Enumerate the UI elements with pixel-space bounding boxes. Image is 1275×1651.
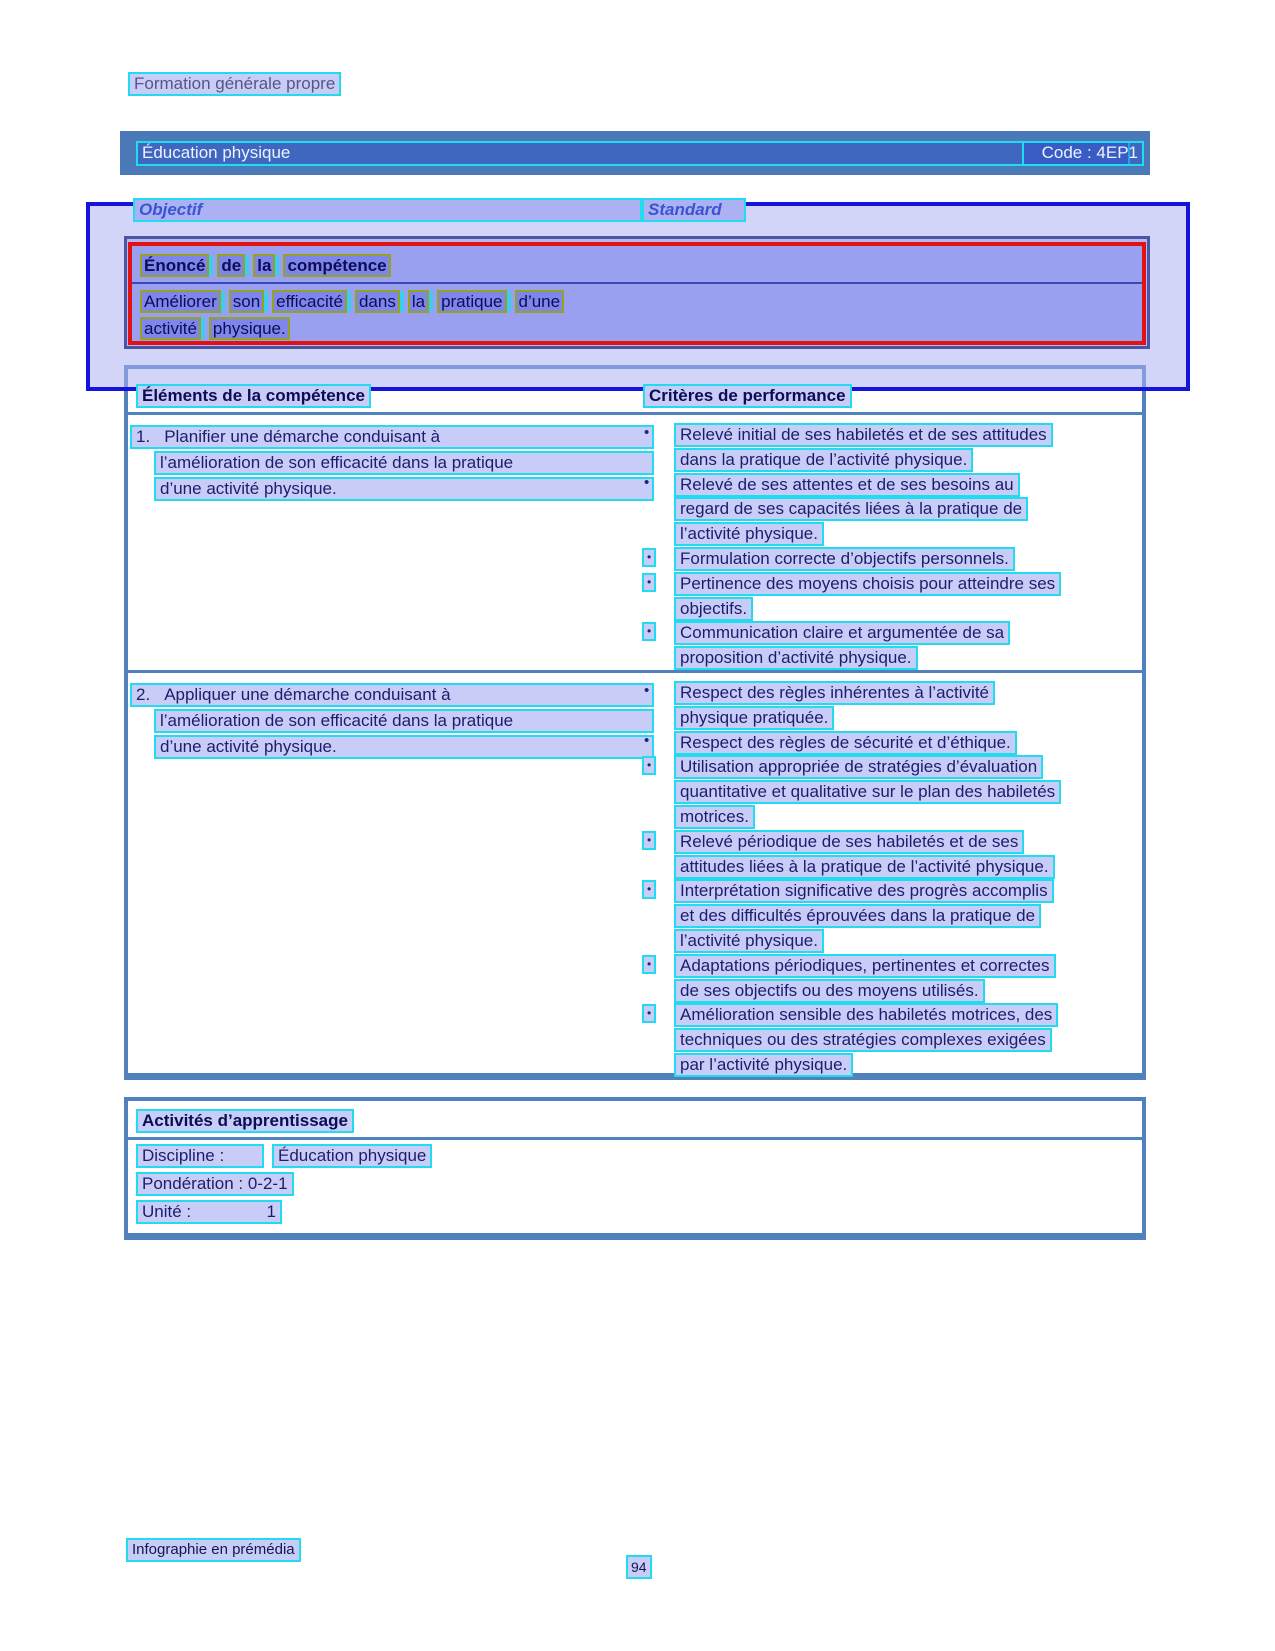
- enonce-red-annotation: [128, 242, 1146, 345]
- text-line-highlight: Relevé initial de ses habiletés et de ses attitudes: [674, 423, 1053, 447]
- text-line-highlight: techniques ou des stratégies complexes exigées: [674, 1028, 1052, 1052]
- criteria-line: [642, 979, 1142, 1004]
- criteria-line: [642, 1003, 1142, 1028]
- criteria-line: [642, 954, 1142, 979]
- text-line-highlight: Interprétation significative des progrès accomplis: [674, 879, 1054, 903]
- unite-value: 1: [266, 1202, 276, 1221]
- text-line-highlight: Respect des règles inhérentes à l’activité: [674, 681, 995, 705]
- formation-generale-label: Formation générale propre: [128, 72, 341, 96]
- text-line-highlight: Communication claire et argumentée de sa: [674, 621, 1010, 645]
- criteria-line: [642, 731, 1142, 756]
- text-line-highlight: proposition d’activité physique.: [674, 646, 918, 670]
- enonce-word: pratique: [437, 290, 506, 313]
- criteria-line: [642, 597, 1142, 622]
- enonce-word: d’une: [515, 290, 565, 313]
- criteria-line: [642, 904, 1142, 929]
- ponderation-value: Pondération : 0-2-1: [136, 1172, 294, 1196]
- text-line-highlight: Pertinence des moyens choisis pour atteindre ses: [674, 572, 1061, 596]
- page-number: 94: [626, 1555, 652, 1579]
- criteria-line: [642, 830, 1142, 855]
- bullet-icon: •: [644, 731, 650, 749]
- text-line-highlight: et des difficultés éprouvées dans la pratique de: [674, 904, 1041, 928]
- competence-table: [124, 365, 1146, 1080]
- criteria-line: [642, 780, 1142, 805]
- text-line-highlight: l’amélioration de son efficacité dans la pratique: [154, 451, 654, 475]
- elements-competence-header: Éléments de la compétence: [136, 384, 371, 408]
- enonce-word: Énoncé: [140, 254, 209, 277]
- element-cell: [128, 415, 642, 670]
- criteria-line: [642, 929, 1142, 954]
- criteria-line: [642, 879, 1142, 904]
- text-line-highlight: de ses objectifs ou des moyens utilisés.: [674, 979, 985, 1003]
- enonce-word: activité: [140, 317, 201, 340]
- table-row: [128, 415, 1142, 670]
- text-line-highlight: regard de ses capacités liées à la pratique de: [674, 497, 1028, 521]
- enonce-body-line: [140, 317, 564, 344]
- element-line: [130, 683, 642, 709]
- footer-label: Infographie en prémédia: [126, 1538, 301, 1562]
- criteria-line: [642, 681, 1142, 706]
- criteria-line: [642, 448, 1142, 473]
- element-line: [154, 709, 642, 735]
- standard-heading: Standard: [642, 198, 746, 222]
- unite-row: [136, 1200, 1142, 1228]
- element-number: 2.: [136, 685, 151, 704]
- activities-table: [124, 1097, 1146, 1240]
- bullet-icon: •: [644, 473, 650, 491]
- text-line-highlight: dans la pratique de l’activité physique.: [674, 448, 973, 472]
- activities-body: [128, 1140, 1142, 1228]
- criteria-line: [642, 621, 1142, 646]
- text-line-highlight: l’activité physique.: [674, 929, 824, 953]
- text-line-highlight: quantitative et qualitative sur le plan des habiletés: [674, 780, 1061, 804]
- criteres-performance-header: Critères de performance: [643, 384, 852, 408]
- enonce-body-line: [140, 290, 564, 317]
- bullet-icon: •: [642, 955, 656, 974]
- text-line-highlight: d’une activité physique.: [154, 735, 654, 759]
- element-line: [154, 451, 642, 477]
- criteria-cell: [642, 415, 1142, 670]
- criteria-line: [642, 497, 1142, 522]
- text-line-highlight: Relevé périodique de ses habiletés et de ses: [674, 830, 1024, 854]
- text-line-highlight: physique pratiquée.: [674, 706, 834, 730]
- element-line: [154, 735, 642, 761]
- element-line: [154, 477, 642, 503]
- table-row: [128, 670, 1142, 1074]
- ponderation-row: [136, 1172, 1142, 1200]
- criteria-line: [642, 1053, 1142, 1078]
- unite-label: Unité :: [142, 1202, 192, 1221]
- enonce-word: la: [253, 254, 275, 277]
- activities-header-row: [128, 1101, 1142, 1140]
- criteria-line: [642, 805, 1142, 830]
- criteria-line: [642, 1028, 1142, 1053]
- bullet-icon: •: [642, 831, 656, 850]
- discipline-label: Discipline :: [136, 1144, 264, 1168]
- text-line-highlight: Amélioration sensible des habiletés motrices, des: [674, 1003, 1058, 1027]
- text-line-highlight: par l’activité physique.: [674, 1053, 853, 1077]
- criteria-line: [642, 547, 1142, 572]
- element-number: 1.: [136, 427, 151, 446]
- objectif-heading: Objectif: [133, 198, 642, 222]
- discipline-value: Éducation physique: [272, 1144, 432, 1168]
- criteria-line: [642, 473, 1142, 498]
- text-line-highlight: d’une activité physique.: [154, 477, 654, 501]
- text-line-highlight: l’activité physique.: [674, 522, 824, 546]
- band-course-code: Code : 4EP1: [1022, 141, 1144, 166]
- text-line-highlight: Formulation correcte d’objectifs personnels.: [674, 547, 1015, 571]
- unite-value-box: [136, 1200, 282, 1224]
- activities-header: Activités d’apprentissage: [136, 1109, 354, 1133]
- bullet-icon: •: [642, 1004, 656, 1023]
- enonce-word: physique.: [209, 317, 290, 340]
- band-title: Éducation physique: [136, 141, 1130, 166]
- text-line-highlight: motrices.: [674, 805, 755, 829]
- enonce-word: son: [229, 290, 264, 313]
- discipline-row: [136, 1144, 1142, 1172]
- criteria-cell: [642, 673, 1142, 1074]
- text-line-highlight: Respect des règles de sécurité et d’éthique.: [674, 731, 1017, 755]
- enonce-word: de: [217, 254, 245, 277]
- text-line-highlight: 2. Appliquer une démarche conduisant à: [130, 683, 654, 707]
- enonce-word: dans: [355, 290, 400, 313]
- bullet-icon: •: [644, 682, 650, 699]
- criteria-line: [642, 755, 1142, 780]
- criteria-line: [642, 423, 1142, 448]
- enonce-word: compétence: [283, 254, 390, 277]
- text-line-highlight: 1. Planifier une démarche conduisant à: [130, 425, 654, 449]
- enonce-title: [140, 254, 391, 277]
- bullet-icon: •: [642, 622, 656, 641]
- enonce-body: [140, 290, 564, 344]
- text-line-highlight: Relevé de ses attentes et de ses besoins au: [674, 473, 1020, 497]
- element-line: [130, 425, 642, 451]
- text-line-highlight: objectifs.: [674, 597, 753, 621]
- criteria-line: [642, 572, 1142, 597]
- criteria-line: [642, 522, 1142, 547]
- criteria-line: [642, 706, 1142, 731]
- competence-table-rows: [128, 415, 1142, 1074]
- element-cell: [128, 673, 642, 1070]
- criteria-line: [642, 855, 1142, 880]
- enonce-word: efficacité: [272, 290, 347, 313]
- text-line-highlight: attitudes liées à la pratique de l’activité physique.: [674, 855, 1055, 879]
- text-line-highlight: Utilisation appropriée de stratégies d’évaluation: [674, 755, 1043, 779]
- criteria-line: [642, 646, 1142, 671]
- text-line-highlight: l’amélioration de son efficacité dans la pratique: [154, 709, 654, 733]
- enonce-separator: [132, 282, 1142, 284]
- enonce-word: Améliorer: [140, 290, 221, 313]
- bullet-icon: •: [642, 880, 656, 899]
- bullet-icon: •: [644, 424, 650, 441]
- text-line-highlight: Adaptations périodiques, pertinentes et correctes: [674, 954, 1056, 978]
- bullet-icon: •: [642, 756, 656, 775]
- header-band: [120, 131, 1150, 175]
- bullet-icon: •: [642, 548, 656, 567]
- enonce-word: la: [408, 290, 429, 313]
- bullet-icon: •: [642, 573, 656, 592]
- enonce-box: [124, 236, 1150, 349]
